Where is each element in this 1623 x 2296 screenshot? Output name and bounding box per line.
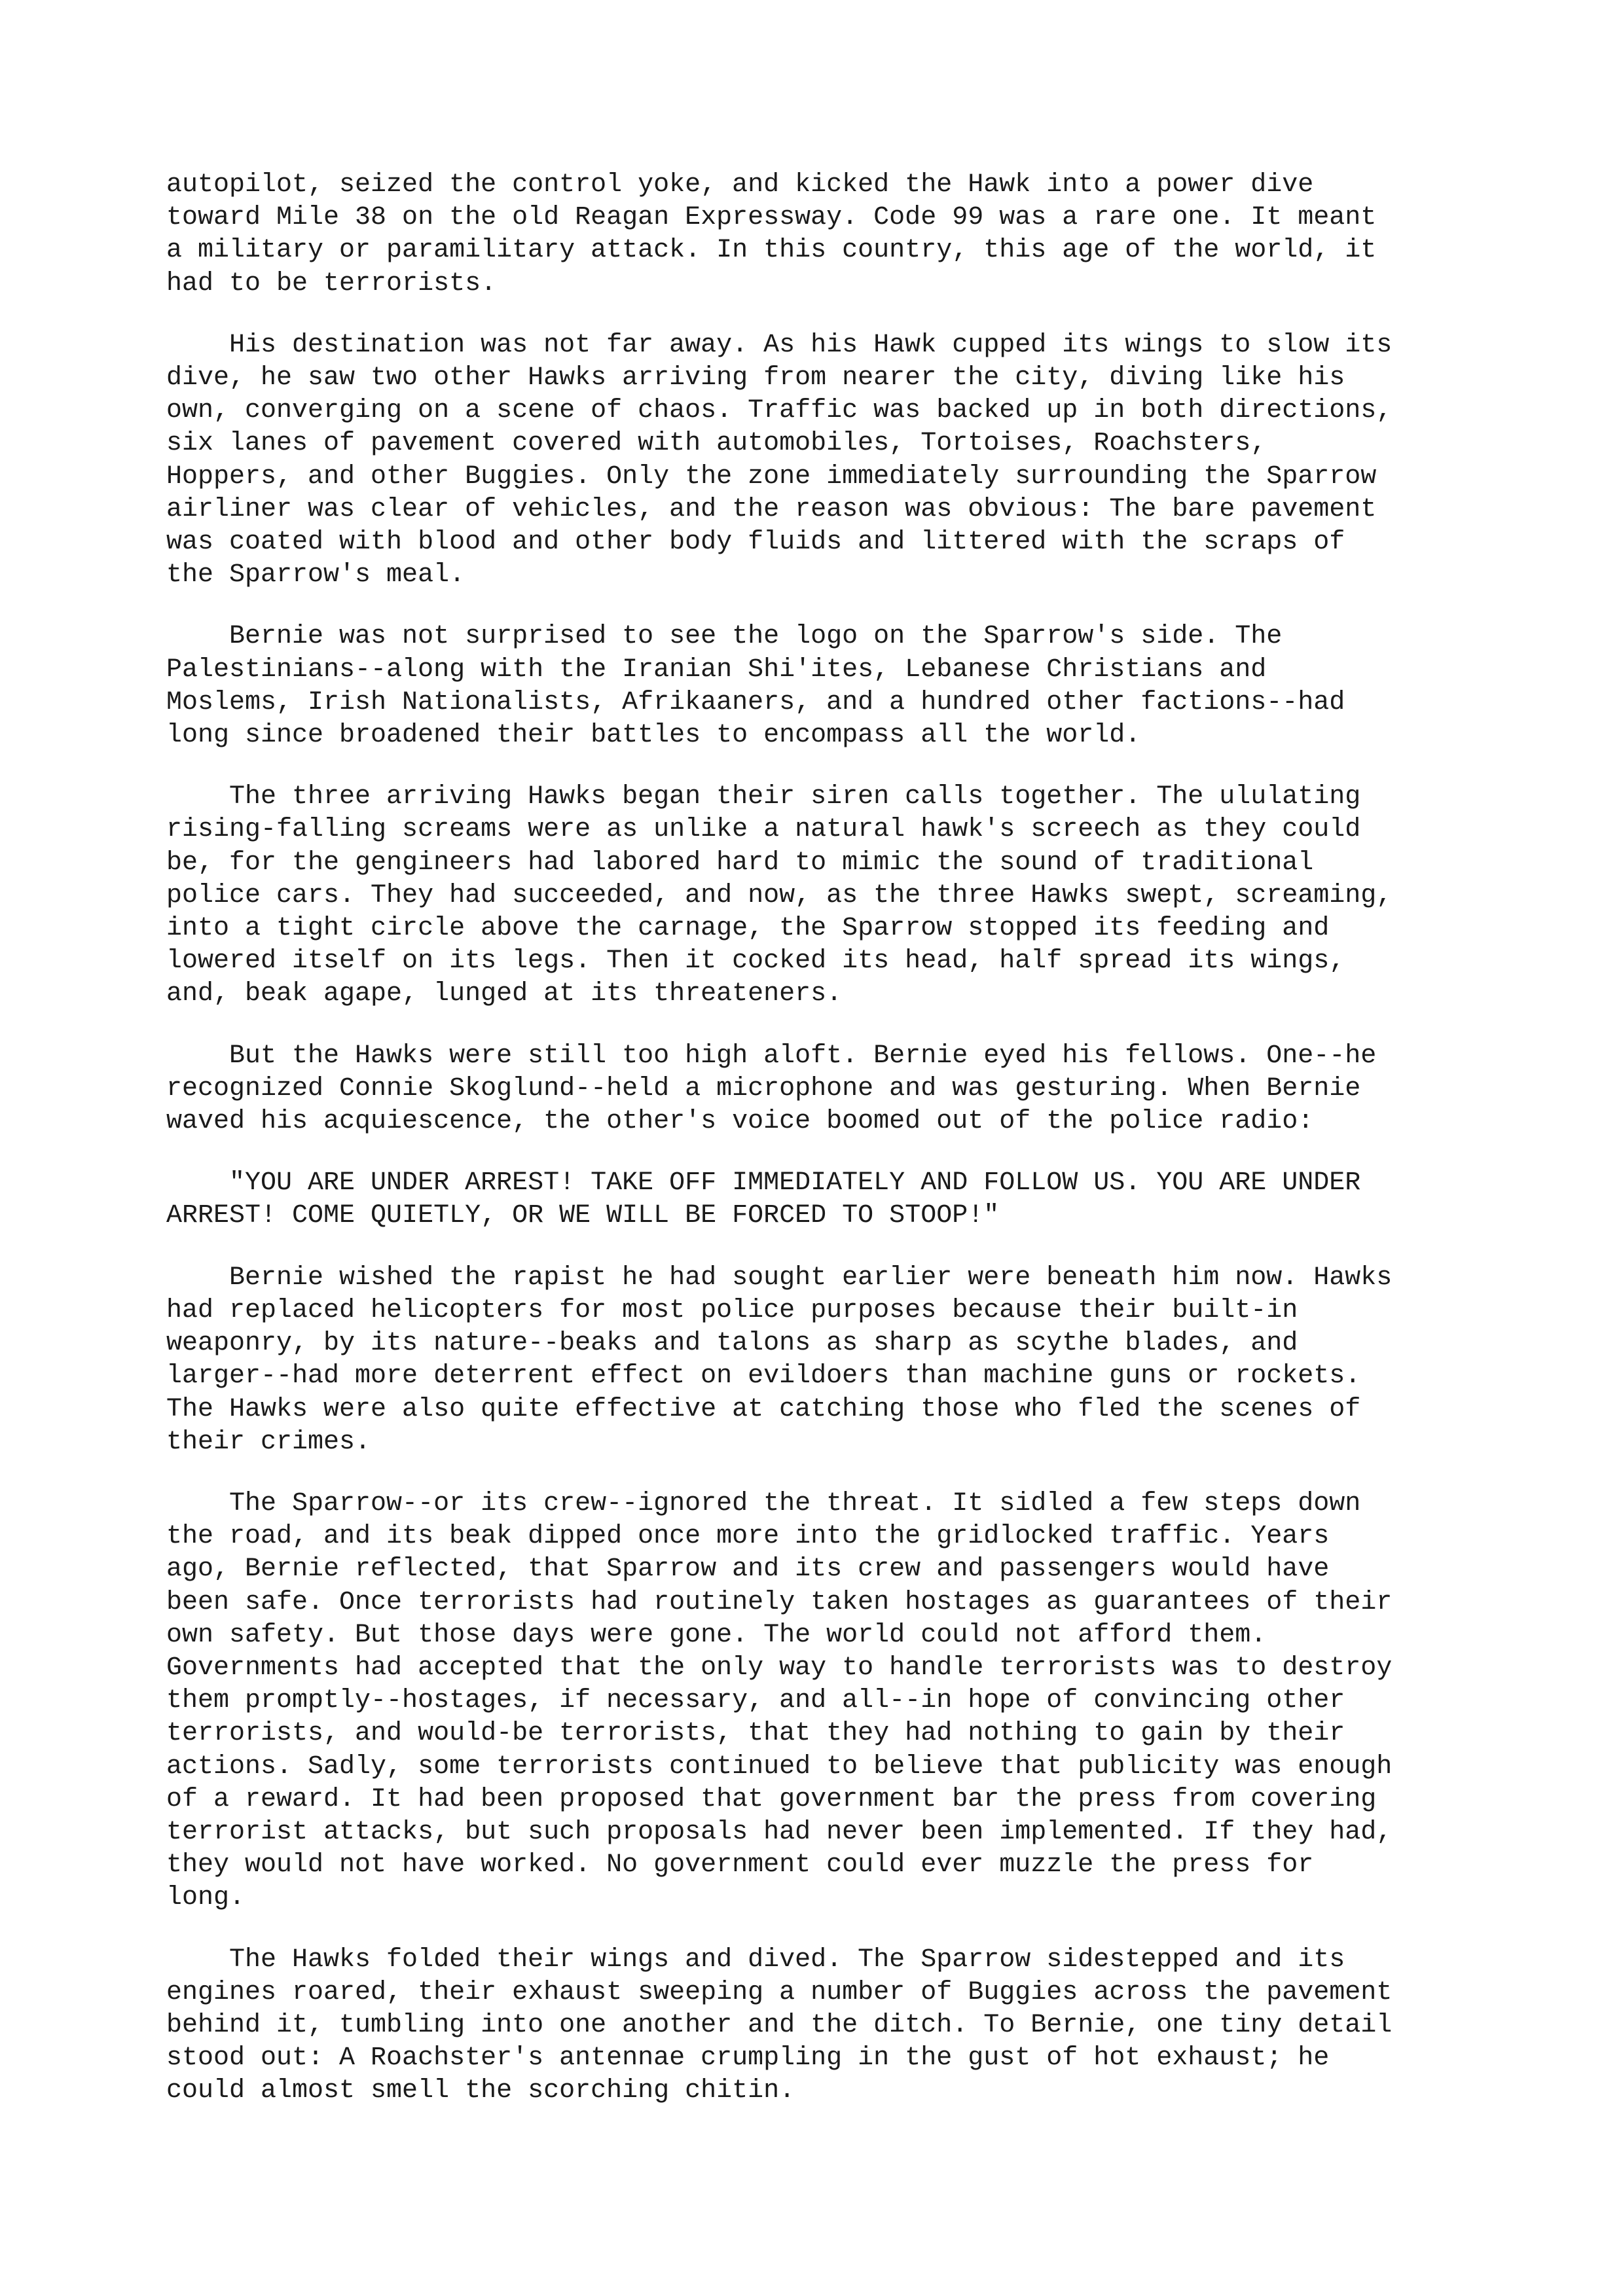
text-line: autopilot, seized the control yoke, and kicked the Hawk into a power dive <box>166 170 1314 200</box>
paragraph <box>166 169 1482 300</box>
text-line: police cars. They had succeeded, and now, as the three Hawks swept, screaming, <box>166 880 1393 910</box>
paragraph <box>166 1944 1482 2108</box>
paragraph <box>166 1488 1482 1915</box>
text-line: was coated with blood and other body fluids and littered with the scraps of <box>166 528 1345 558</box>
text-line: stood out: A Roachster's antennae crumpling in the gust of hot exhaust; he <box>166 2043 1330 2073</box>
text-line: The Hawks were also quite effective at catching those who fled the scenes of <box>166 1394 1361 1424</box>
text-line: The three arriving Hawks began their siren calls together. The ululating <box>166 782 1361 812</box>
text-line: long. <box>166 1883 246 1913</box>
text-line: Palestinians--along with the Iranian Shi'ites, Lebanese Christians and <box>166 655 1267 685</box>
text-line: could almost smell the scorching chitin. <box>166 2076 795 2106</box>
text-line: waved his acquiescence, the other's voice boomed out of the police radio: <box>166 1107 1314 1137</box>
text-line: a military or paramilitary attack. In this country, this age of the world, it <box>166 236 1377 266</box>
text-line: rising-falling screams were as unlike a natural hawk's screech as they could <box>166 815 1361 845</box>
text-line: the road, and its beak dipped once more into the gridlocked traffic. Years <box>166 1522 1330 1552</box>
text-line: and, beak agape, lunged at its threateners. <box>166 979 843 1009</box>
text-line: ARREST! COME QUIETLY, OR WE WILL BE FORCED TO STOOP!" <box>166 1201 1000 1231</box>
paragraph <box>166 1040 1482 1139</box>
text-line: dive, he saw two other Hawks arriving from nearer the city, diving like his <box>166 363 1345 393</box>
text-line: the Sparrow's meal. <box>166 560 465 590</box>
text-line: them promptly--hostages, if necessary, and all--in hope of convincing other <box>166 1686 1345 1716</box>
text-line: six lanes of pavement covered with automobiles, Tortoises, Roachsters, <box>166 429 1267 459</box>
paragraph <box>166 1262 1482 1459</box>
text-line: The Hawks folded their wings and dived. The Sparrow sidestepped and its <box>166 1945 1345 1975</box>
text-line: His destination was not far away. As his Hawk cupped its wings to slow its <box>166 330 1393 360</box>
paragraph <box>166 329 1482 592</box>
paragraph <box>166 781 1482 1011</box>
text-line: had to be terrorists. <box>166 268 497 298</box>
text-line: behind it, tumbling into one another and the ditch. To Bernie, one tiny detail <box>166 2010 1393 2040</box>
text-line: "YOU ARE UNDER ARREST! TAKE OFF IMMEDIATELY AND FOLLOW US. YOU ARE UNDER <box>166 1168 1361 1198</box>
text-line: long since broadened their battles to encompass all the world. <box>166 721 1141 751</box>
text-line: Hoppers, and other Buggies. Only the zone immediately surrounding the Sparrow <box>166 461 1377 492</box>
text-line: weaponry, by its nature--beaks and talons as sharp as scythe blades, and <box>166 1329 1298 1359</box>
text-line: larger--had more deterrent effect on evildoers than machine guns or rockets. <box>166 1361 1361 1391</box>
text-line: terrorist attacks, but such proposals had never been implemented. If they had, <box>166 1817 1393 1847</box>
text-line: lowered itself on its legs. Then it cocked its head, half spread its wings, <box>166 946 1345 977</box>
text-line: Bernie wished the rapist he had sought earlier were beneath him now. Hawks <box>166 1263 1393 1293</box>
text-line: actions. Sadly, some terrorists continued to believe that publicity was enough <box>166 1751 1393 1782</box>
text-line: of a reward. It had been proposed that government bar the press from covering <box>166 1784 1377 1814</box>
text-line: Governments had accepted that the only way to handle terrorists was to destroy <box>166 1653 1393 1683</box>
text-line: The Sparrow--or its crew--ignored the threat. It sidled a few steps down <box>166 1488 1361 1518</box>
text-line: But the Hawks were still too high aloft. Bernie eyed his fellows. One--he <box>166 1041 1377 1071</box>
text-line: own, converging on a scene of chaos. Traffic was backed up in both directions, <box>166 396 1393 426</box>
text-line: Bernie was not surprised to see the logo on the Sparrow's side. The <box>166 622 1283 652</box>
text-line: ago, Bernie reflected, that Sparrow and its crew and passengers would have <box>166 1554 1330 1585</box>
text-line: own safety. But those days were gone. The world could not afford them. <box>166 1620 1267 1650</box>
text-line: be, for the gengineers had labored hard to mimic the sound of traditional <box>166 848 1314 878</box>
text-line: engines roared, their exhaust sweeping a number of Buggies across the pavement <box>166 1977 1393 2007</box>
paragraph <box>166 620 1482 752</box>
text-line: Moslems, Irish Nationalists, Afrikaaners, and a hundred other factions--had <box>166 687 1345 717</box>
text-line: recognized Connie Skoglund--held a microphone and was gesturing. When Bernie <box>166 1073 1361 1103</box>
text-line: they would not have worked. No government could ever muzzle the press for <box>166 1850 1314 1880</box>
text-line: had replaced helicopters for most police purposes because their built-in <box>166 1295 1298 1325</box>
document-page <box>166 169 1482 2137</box>
text-line: into a tight circle above the carnage, the Sparrow stopped its feeding and <box>166 914 1330 944</box>
text-line: been safe. Once terrorists had routinely taken hostages as guarantees of their <box>166 1587 1393 1617</box>
text-line: their crimes. <box>166 1427 371 1457</box>
text-line: toward Mile 38 on the old Reagan Expressway. Code 99 was a rare one. It meant <box>166 203 1377 233</box>
paragraph <box>166 1167 1482 1232</box>
text-line: terrorists, and would-be terrorists, that they had nothing to gain by their <box>166 1719 1345 1749</box>
text-line: airliner was clear of vehicles, and the reason was obvious: The bare pavement <box>166 494 1377 524</box>
